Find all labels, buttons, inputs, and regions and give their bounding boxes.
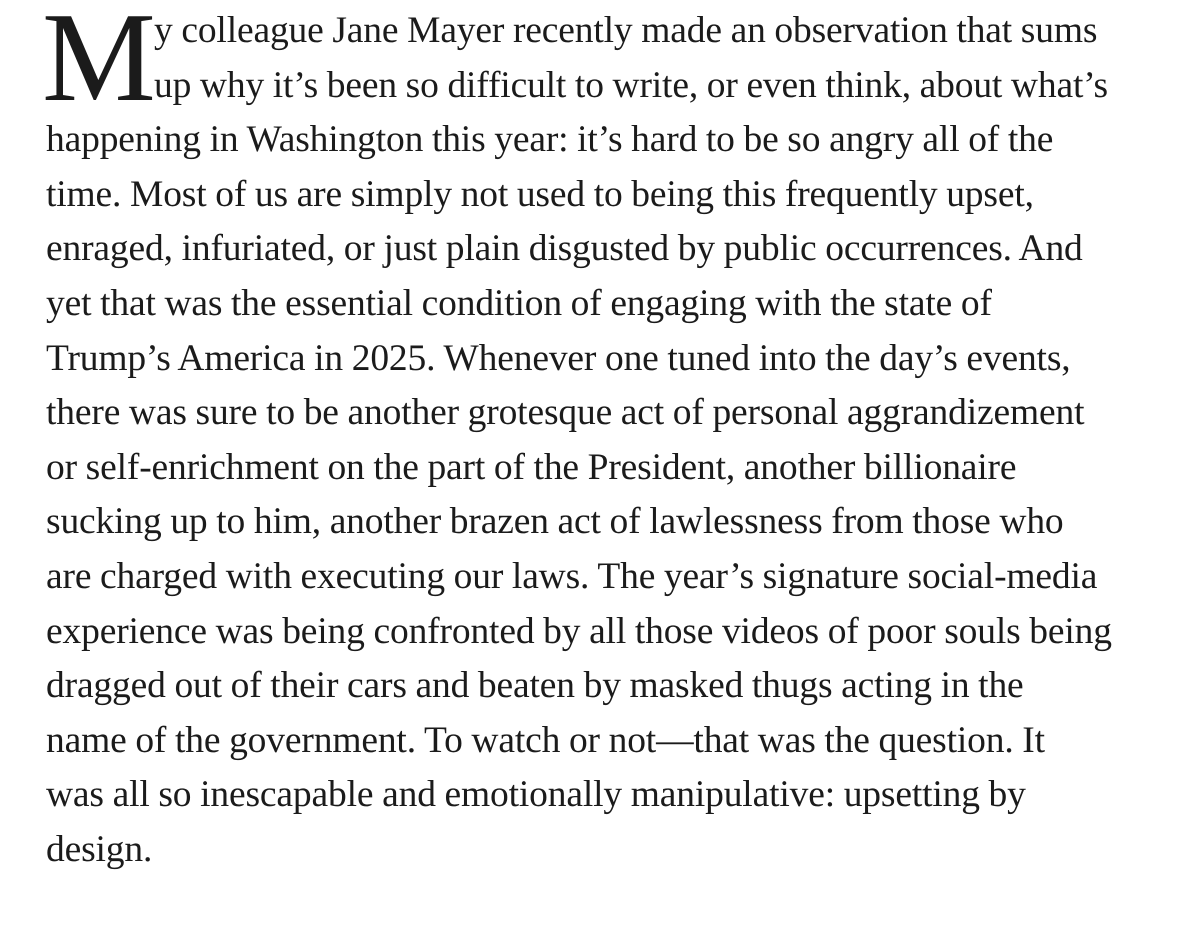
paragraph-line: was all so inescapable and emotionally manipulative: upsetting by: [46, 774, 1026, 816]
paragraph-line: name of the government. To watch or not—that was the question. It: [46, 719, 1045, 761]
paragraph-line: dragged out of their cars and beaten by masked thugs acting in the: [46, 665, 1024, 707]
paragraph-line: time. Most of us are simply not used to being this frequently upset,: [46, 173, 1034, 215]
paragraph-line: happening in Washington this year: it’s hard to be so angry all of the: [46, 119, 1054, 161]
article-paragraph: [42, 0, 1166, 878]
paragraph-line: y colleague Jane Mayer recently made an observation that sums: [154, 10, 1098, 51]
paragraph-line: are charged with executing our laws. The year’s signature social-media: [46, 555, 1098, 597]
paragraph-line: there was sure to be another grotesque act of personal aggrandizement: [46, 392, 1085, 434]
paragraph-line: experience was being confronted by all those videos of poor souls being: [46, 610, 1112, 652]
paragraph-line: design.: [46, 828, 153, 870]
paragraph-line: or self-enrichment on the part of the President, another billionaire: [46, 446, 1017, 488]
paragraph-line: enraged, infuriated, or just plain disgusted by public occurrences. And: [46, 228, 1083, 270]
paragraph-line: sucking up to him, another brazen act of lawlessness from those who: [46, 501, 1064, 543]
drop-cap: M: [42, 0, 156, 128]
paragraph-line: up why it’s been so difficult to write, or even think, about what’s: [154, 64, 1108, 106]
drop-cap-block: [42, 0, 1166, 128]
paragraph-line: yet that was the essential condition of engaging with the state of: [46, 282, 992, 324]
paragraph-line: Trump’s America in 2025. Whenever one tuned into the day’s events,: [46, 337, 1071, 379]
